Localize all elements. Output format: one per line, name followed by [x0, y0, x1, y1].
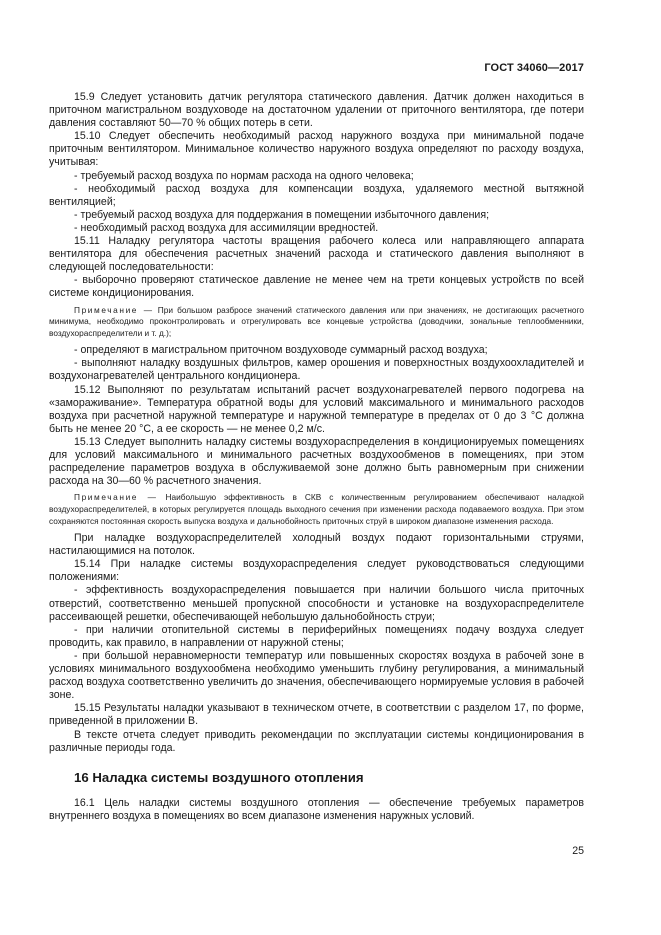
paragraph-15-11: 15.11 Наладку регулятора частоты вращения рабочего колеса или направляющего аппарата вентилятора для обеспечения расчетных значений расхода и статического давления выполняют в следующей последовательности:: [49, 235, 584, 274]
page-content: [49, 91, 584, 823]
paragraph-15-15: 15.15 Результаты наладки указывают в техническом отчете, в соответствии с разделом 17, по форме, приведенной в приложении В.: [49, 702, 584, 728]
list-item: - выборочно проверяют статическое давление не менее чем на трети концевых устройств по всей системе кондиционирования.: [49, 274, 584, 300]
list-item: - необходимый расход воздуха для компенсации воздуха, удаляемого местной вытяжной вентиляцией;: [49, 182, 584, 208]
paragraph-15-14: 15.14 При наладке системы воздухораспределения следует руководствоваться следующими положениями:: [49, 558, 584, 584]
list-item: - выполняют наладку воздушных фильтров, камер орошения и поверхностных воздухоохладителей и воздухонагревателей центрального кондиционера.: [49, 357, 584, 383]
document-id-header: ГОСТ 34060—2017: [484, 62, 584, 74]
list-item: - необходимый расход воздуха для ассимиляции вредностей.: [74, 221, 379, 234]
list-item: - эффективность воздухораспределения повышается при наличии большого числа приточных отверстий, соответственно меньшей пропускной способности и установке на воздухораспределителе рассеивающей решетки, обеспечивающей небольшую дальнобойность струи;: [49, 584, 584, 623]
paragraph-15-9: 15.9 Следует установить датчик регулятора статического давления. Датчик должен находиться в приточном магистральном воздуховоде на достаточном удалении от приточного вентилятора, где потери давления составляют 50—70 % общих потерь в сети.: [49, 91, 584, 130]
list-item: - при большой неравномерности температур или повышенных скоростях воздуха в рабочей зоне в условиях минимального воздухообмена необходимо уменьшить глубину регулирования, а минимальный расход воздуха соответственно увеличить до значения, обеспечивающего нормируемые условия в рабочей зоне.: [49, 649, 584, 702]
list-item: - требуемый расход воздуха по нормам расхода на одного человека;: [74, 169, 414, 182]
note-label: Примечание —: [74, 492, 158, 503]
list-item: - при наличии отопительной системы в периферийных помещениях подачу воздуха следует проводить, как правило, в направлении от наружной стены;: [49, 623, 584, 649]
note-label: Примечание —: [74, 304, 154, 315]
page-number: 25: [572, 845, 584, 857]
note-text: При большом разбросе значений статического давления или при значениях, не достигающих расчетного минимума, необходимо проконтролировать и отрегулировать все концевые устройства (доводчики, зональные теплообменники, воздухораспределители и т. д.);: [49, 304, 584, 338]
section-heading: 16 Наладка системы воздушного отопления: [74, 769, 364, 785]
note-static-pressure: [49, 305, 584, 340]
paragraph-cold-air: При наладке воздухораспределителей холодный воздух подают горизонтальными струями, настилающимися на потолок.: [49, 532, 584, 558]
list-item: - требуемый расход воздуха для поддержания в помещении избыточного давления;: [74, 208, 490, 221]
paragraph-15-13: 15.13 Следует выполнить наладку системы воздухораспределения в кондиционируемых помещениях для условий максимального и минимального расчетных воздухообменов в помещениях, при этом распределение параметров воздуха в обслуживаемой зоне должно быть равномерным при снижении расхода на 30—60 % расчетного значения.: [49, 435, 584, 488]
paragraph-16-1: 16.1 Цель наладки системы воздушного отопления — обеспечение требуемых параметров внутреннего воздуха в помещениях во всем диапазоне изменения наружных условий.: [49, 796, 584, 822]
note-air-distribution: [49, 492, 584, 527]
paragraph-15-10: 15.10 Следует обеспечить необходимый расход наружного воздуха при минимальной подаче приточным вентилятором. Минимальное количество наружного воздуха определяют по расходу воздуха, учитывая:: [49, 130, 584, 169]
note-text: Наибольшую эффективность в СКВ с количественным регулированием обеспечивают наладкой воздухораспределителей, в которых регулируется площадь выходного сечения при изменении расхода подаваемого воздуха. При этом сохраняются постоянная скорость выпуска воздуха и дальнобойность приточных струй в широком диапазоне изменения расхода.: [49, 492, 584, 526]
paragraph-15-12: 15.12 Выполняют по результатам испытаний расчет воздухонагревателей первого подогрева на «замораживание». Температура обратной воды для условий максимального и минимального расходов воздуха при расчетной наружной температуре и наружной температуре в пределах от 0 до 3 °С должна быть не менее 20 °С, а ее скорость — не менее 0,2 м/с.: [49, 383, 584, 435]
paragraph-report: В тексте отчета следует приводить рекомендации по эксплуатации системы кондиционирования в различные периоды года.: [49, 728, 584, 754]
list-item: - определяют в магистральном приточном воздуховоде суммарный расход воздуха;: [74, 344, 488, 357]
